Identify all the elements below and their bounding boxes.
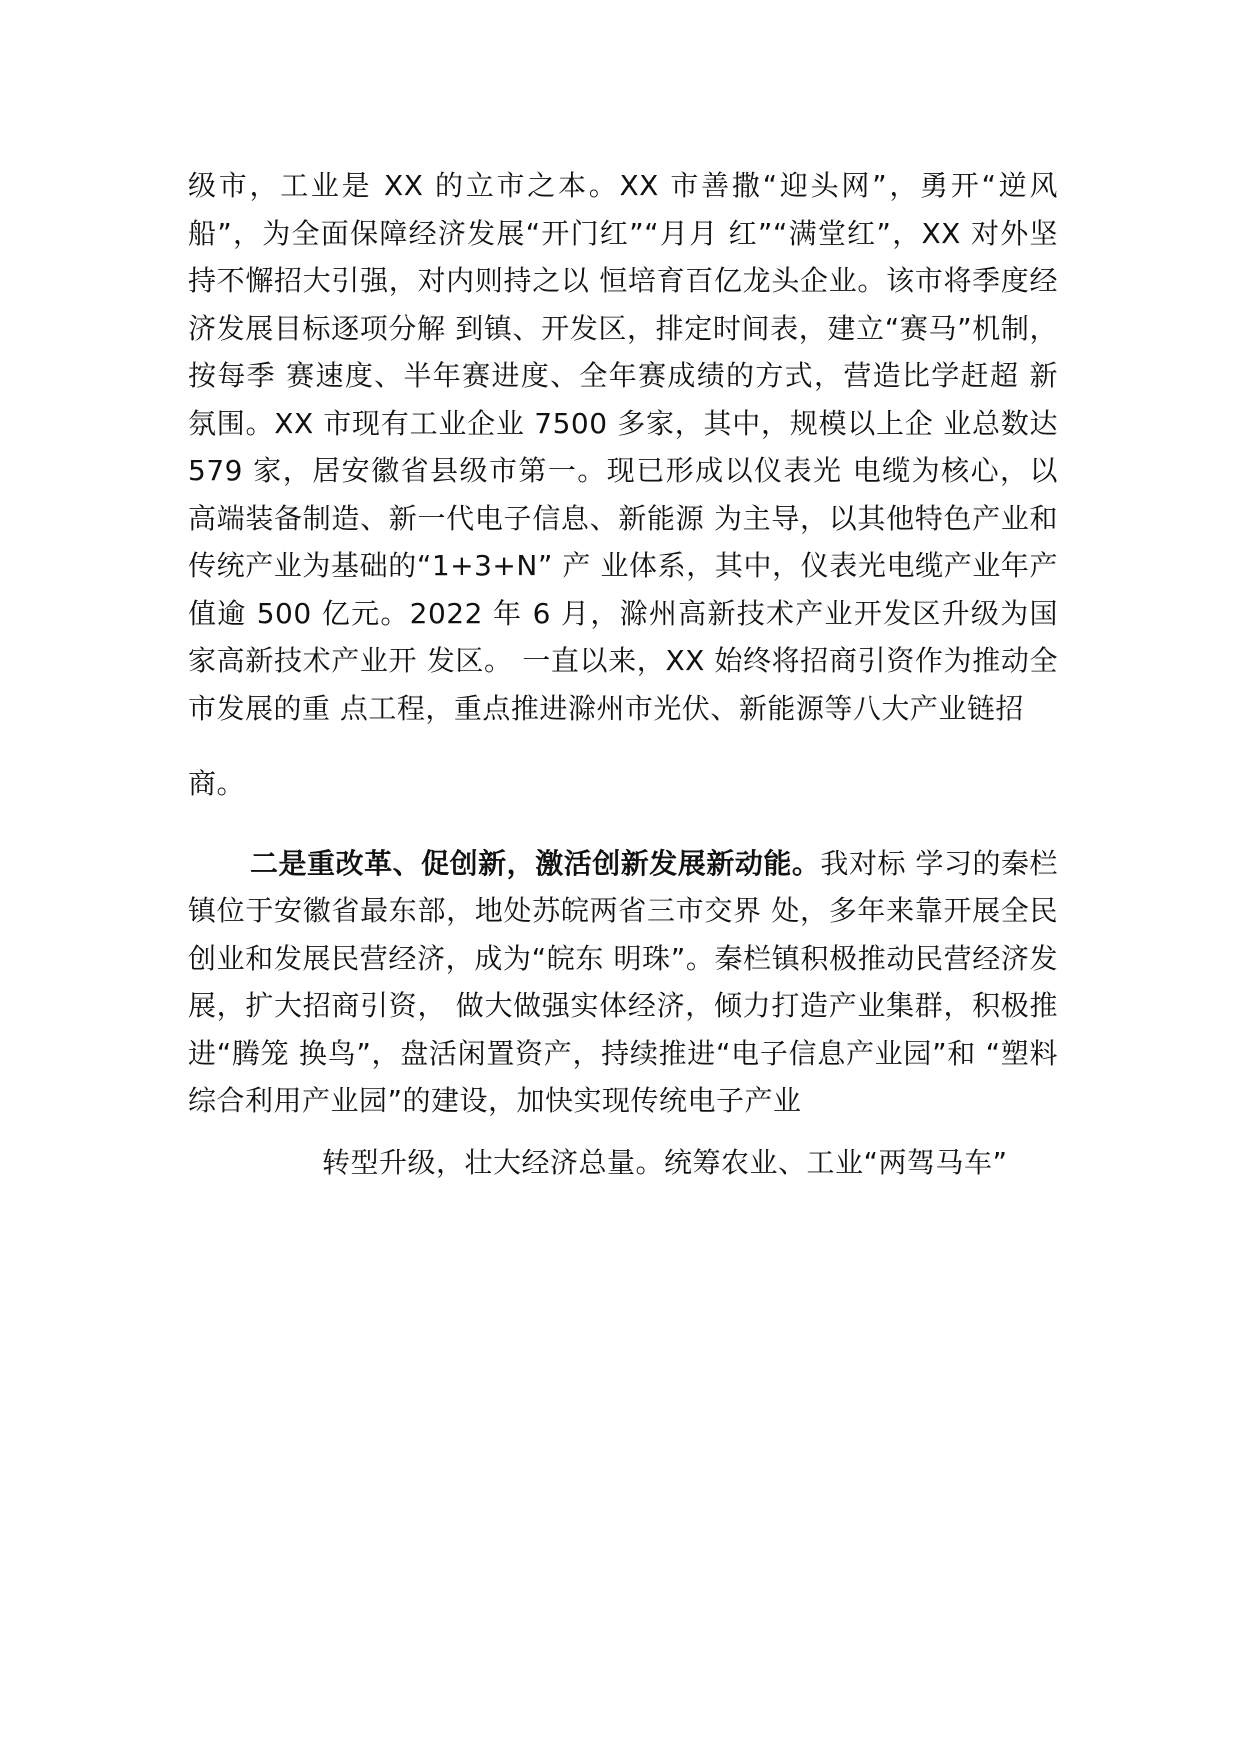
- body-paragraph-4: 转型升级，壮大经济总量。统筹农业、工业“两驾马车”: [322, 1145, 1008, 1179]
- body-paragraph-1: 级市，工业是 XX 的立市之本。XX 市善撒“迎头网”，勇开“逆风船”，为全面保障经济发展“开门红”“月月 红”“满堂红”，XX 对外坚持不懈招大引强，对内则持之以 恒培育百亿龙头企业。该市将季度经济发展目标逐项分解 到镇、开发区，排定时间表，建立“赛马”机制，按每季 赛速度、半年赛进度、全年赛成绩的方式，营造比学赶超 新氛围。XX 市现有工业企业 7500 多家，其中，规模以上企 业总数达 579 家，居安徽省县级市第一。现已形成以仪表光 电缆为核心，以高端装备制造、新一代电子信息、新能源 为主导，以其他特色产业和传统产业为基础的“1+3+N” 产 业体系，其中，仪表光电缆产业年产值逾 500 亿元。2022 年 6 月，滁州高新技术产业开发区升级为国家高新技术产业开 发区。 一直以来，XX 始终将招商引资作为推动全市发展的重 点工程，重点推进滁州市光伏、新能源等八大产业链招: [188, 169, 1058, 725]
- body-paragraph-3: [188, 840, 1058, 1125]
- section-heading: 二是重改革、促创新，激活创新发展新动能。: [250, 846, 821, 880]
- section-body: 我对标 学习的秦栏镇位于安徽省最东部，地处苏皖两省三市交界 处，多年来靠开展全民创业和发展民营经济，成为“皖东 明珠”。秦栏镇积极推动民营经济发展，扩大招商引资， 做大做强实体经济，倾力打造产业集群，积极推进“腾笼 换鸟”，盘活闲置资产，持续推进“电子信息产业园”和 “塑料综合利用产业园”的建设，加快实现传统电子产业: [188, 846, 1058, 1117]
- body-paragraph-2: 商。: [188, 767, 246, 800]
- document-page: [188, 162, 1058, 1186]
